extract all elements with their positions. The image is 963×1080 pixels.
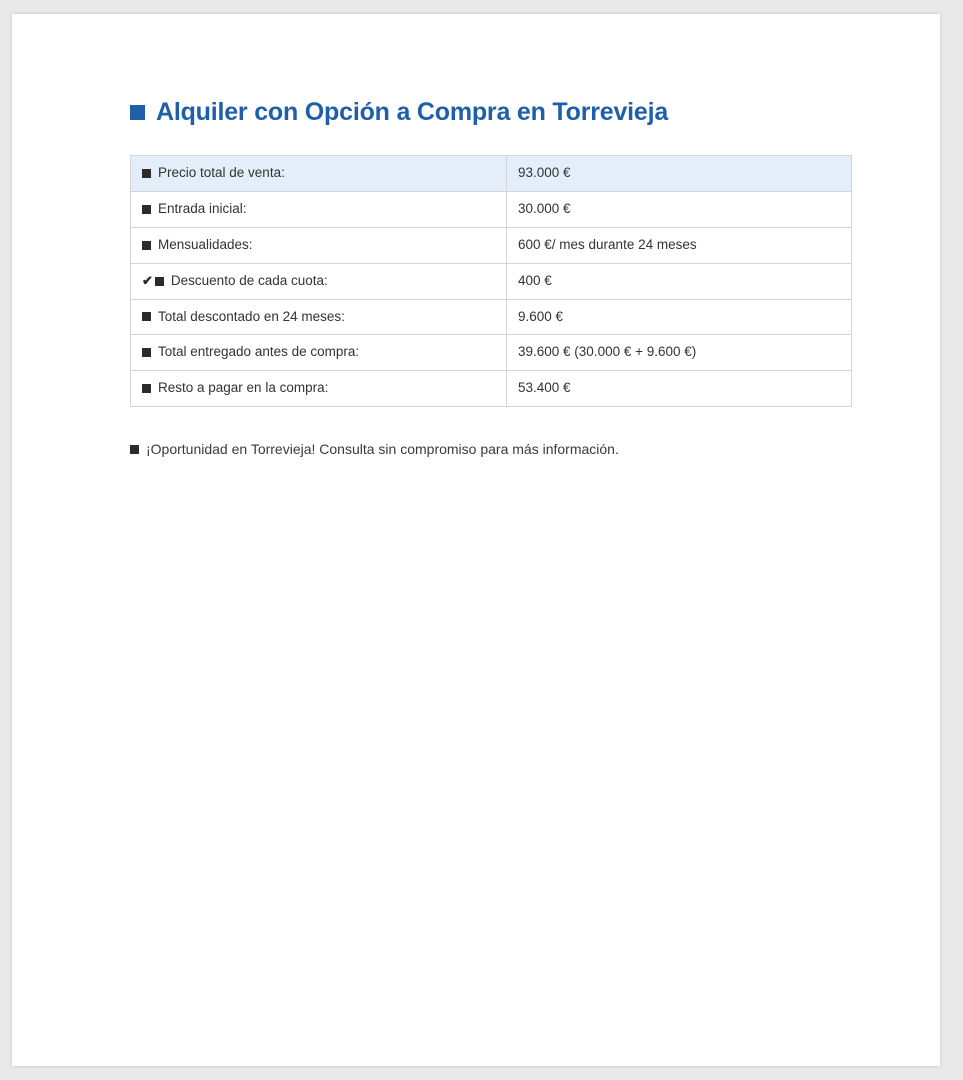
table-cell-label [131, 156, 507, 192]
square-bullet-icon [130, 105, 145, 120]
table-cell-value [507, 263, 852, 299]
table-row [131, 335, 852, 371]
row-value: 9.600 € [518, 308, 564, 324]
table-cell-value [507, 227, 852, 263]
row-value: 53.400 € [518, 380, 571, 396]
square-bullet-icon [142, 205, 151, 214]
row-label: Total entregado antes de compra: [158, 344, 360, 360]
row-value: 600 €/ mes durante 24 meses [518, 236, 697, 252]
table-row [131, 191, 852, 227]
square-bullet-icon [142, 312, 151, 321]
check-icon: ✔ [142, 272, 153, 288]
pricing-table [130, 155, 852, 407]
table-row [131, 263, 852, 299]
row-label: Descuento de cada cuota: [170, 272, 328, 288]
square-bullet-icon [142, 169, 151, 178]
table-cell-value [507, 299, 852, 335]
page-title [130, 98, 860, 127]
closing-note [130, 441, 860, 457]
page-title-text: Alquiler con Opción a Compra en Torrevieja [156, 98, 669, 126]
closing-note-text: ¡Oportunidad en Torrevieja! Consulta sin compromiso para más información. [146, 441, 619, 458]
table-row [131, 156, 852, 192]
table-cell-label [131, 335, 507, 371]
table-row [131, 299, 852, 335]
row-label: Total descontado en 24 meses: [158, 308, 345, 324]
row-label: Resto a pagar en la compra: [158, 380, 329, 396]
row-label: Precio total de venta: [158, 165, 285, 180]
table-row [131, 371, 852, 407]
table-cell-value [507, 191, 852, 227]
table-cell-value [507, 156, 852, 192]
square-bullet-icon [142, 348, 151, 357]
row-value: 93.000 € [518, 165, 571, 180]
row-value: 39.600 € (30.000 € + 9.600 €) [518, 344, 697, 360]
row-label: Entrada inicial: [158, 200, 247, 216]
table-cell-value [507, 335, 852, 371]
table-cell-value [507, 371, 852, 407]
row-label: Mensualidades: [158, 236, 253, 252]
table-cell-label [131, 191, 507, 227]
row-value: 400 € [518, 272, 552, 288]
table-row [131, 227, 852, 263]
square-bullet-icon [130, 445, 139, 454]
square-bullet-icon [142, 241, 151, 250]
row-value: 30.000 € [518, 200, 571, 216]
table-cell-label [131, 371, 507, 407]
table-cell-label [131, 227, 507, 263]
document-content [130, 98, 860, 457]
document-page [12, 14, 940, 1066]
table-cell-label [131, 299, 507, 335]
table-cell-label [131, 263, 507, 299]
square-bullet-icon [142, 384, 151, 393]
square-bullet-icon [155, 277, 164, 286]
